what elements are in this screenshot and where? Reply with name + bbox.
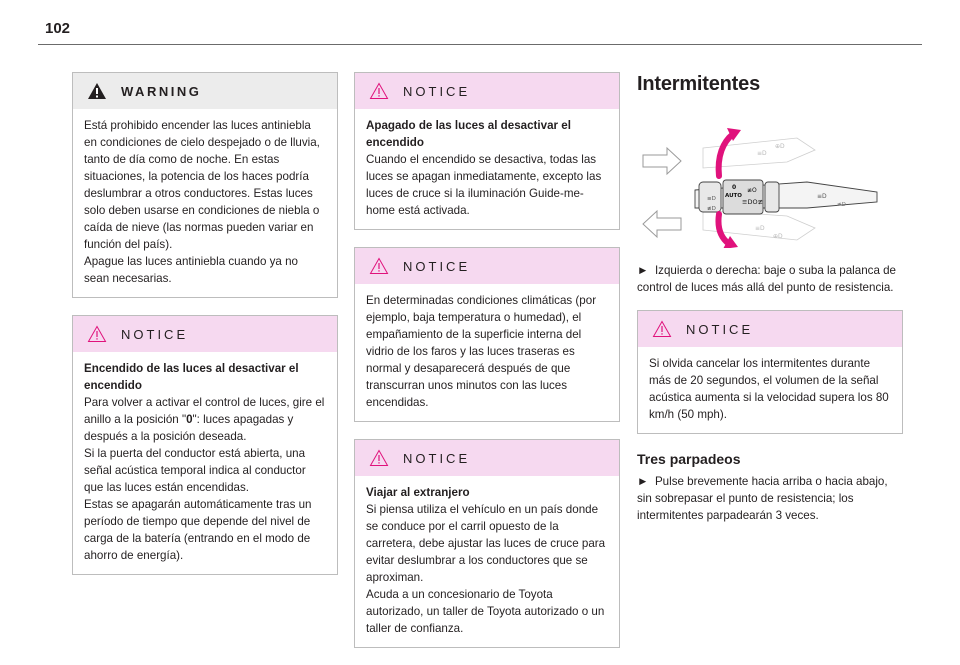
caution-triangle-icon [369,449,389,467]
label-mid-b: ≢O [747,187,757,194]
notice-text-1c: ": luces apagadas y después a la posición deseada. [84,413,294,443]
notice-text-2: Si la puerta del conductor está abierta, una señal acústica temporal indica al conductor que las luces están encendidas. [84,447,306,494]
notice-header [73,316,337,352]
lighting-stalk [695,180,877,214]
notice-heading-3: Viajar al extranjero [366,486,470,499]
instruction-1 [637,262,903,296]
ghost-label-top-b: ⊕D [775,143,785,150]
subsection-title: Tres parpadeos [637,451,741,467]
bullet-1: ► [637,264,649,277]
notice-box-3 [354,439,620,648]
instruction-2 [637,473,903,524]
stalk-diagram [637,110,903,248]
notice-title-1: NOTICE [403,83,471,99]
label-auto: AUTO [725,193,742,199]
notice-text-1b: 0 [186,413,193,426]
left-arrow-icon [643,211,681,237]
notice-body-3 [355,476,619,647]
warning-text-2: Apague las luces antiniebla cuando ya no sean necesarias. [84,255,298,285]
ghost-label-bot-b: ⊕D [773,233,783,240]
lever-illustration [637,110,903,248]
notice-text-2: En determinadas condiciones climáticas (por ejemplo, baja temperatura o humedad), el empañamiento de la superficie interna del vidrio de los faros y las luces traseras es normal y desaparecerá después de que transcurran unos minutos con las luces encendidas. [366,294,597,409]
column-middle [354,72,620,665]
notice-text-3a: Si piensa utiliza el vehículo en un país donde se conduce por el carril opuesto de la carretera, debe ajustar las luces de cruce para evitar deslumbrar a los conductores que se aproximan. [366,503,606,584]
label-zero: 0 [732,184,737,191]
caution-triangle-icon [652,320,672,338]
warning-text: Está prohibido encender las luces antiniebla en condiciones de cielo despejado o de lluvia, tanto de día como de noche. En estas situaciones, la potencia de los haces podría deslumbrar a otros conductores. Estas luces solo deben usarse en condiciones de niebla o caída de nieve (las normas pueden variar en función del país). [84,119,320,251]
notice-header-2 [355,248,619,284]
notice-heading-1: Apagado de las luces al desactivar el encendido [366,119,571,149]
caution-triangle-icon [369,257,389,275]
notice-text-1a: Para volver a activar el control de luces, gire el anillo a la posición " [84,396,325,426]
warning-triangle-icon [87,82,107,100]
notice-text-3: Estas se apagarán automáticamente tras un período de tiempo que depende del nivel de carga de la batería (entrando en el modo de ahorro de energía). [84,498,312,562]
notice-body-right [638,347,902,433]
notice-text-1 [84,394,326,445]
notice-header-right [638,311,902,347]
ghost-label-top-a: ≡D [757,150,767,157]
notice-body-1 [355,109,619,229]
header-rule [38,44,922,45]
notice-text-1: Cuando el encendido se desactiva, todas las luces se apagan inmediatamente, excepto las luces de cruce si la iluminación Guide-me-home está activada. [366,153,602,217]
ghost-label-bot-a: ≡D [755,225,765,232]
label-side-b: ≢D [707,206,716,212]
right-arrow-icon [643,148,681,174]
notice-text-3b: Acuda a un concesionario de Toyota autorizado, un taller de Toyota autorizado o un taller de confianza. [366,588,605,635]
warning-body [73,109,337,297]
caution-triangle-icon [87,325,107,343]
label-mid-a: ≡DO≢ [742,198,764,206]
notice-box-1 [354,72,620,230]
instruction-1-text: Izquierda o derecha: baje o suba la palanca de control de luces más allá del punto de resistencia. [637,264,897,294]
notice-text-right: Si olvida cancelar los intermitentes durante más de 20 segundos, el volumen de la señal acústica aumenta si la velocidad supera los 80 km/h (50 mph). [649,357,889,421]
notice-box-2 [354,247,620,422]
notice-body [73,352,337,574]
warning-box [72,72,338,298]
notice-body-2 [355,284,619,421]
notice-title-2: NOTICE [403,258,471,274]
bullet-2: ► [637,475,649,488]
notice-title-3: NOTICE [403,450,471,466]
label-right-b: ≢D [837,202,846,208]
caution-triangle-icon [369,82,389,100]
notice-header-1 [355,73,619,109]
instruction-2-text: Pulse brevemente hacia arriba o hacia abajo, sin sobrepasar el punto de resistencia; los intermitentes parpadearán 3 veces. [637,475,888,522]
label-right-a: ≡D [817,193,827,200]
notice-box [72,315,338,575]
notice-title: NOTICE [121,326,189,342]
page-number: 102 [45,20,71,37]
warning-title: WARNING [121,83,202,99]
notice-heading: Encendido de las luces al desactivar el encendido [84,362,299,392]
notice-box-right [637,310,903,434]
notice-header-3 [355,440,619,476]
warning-header [73,73,337,109]
section-title: Intermitentes [637,73,760,95]
column-right [637,72,903,538]
column-left [72,72,338,592]
notice-title-right: NOTICE [686,321,754,337]
label-side-a: ≡D [707,196,716,202]
